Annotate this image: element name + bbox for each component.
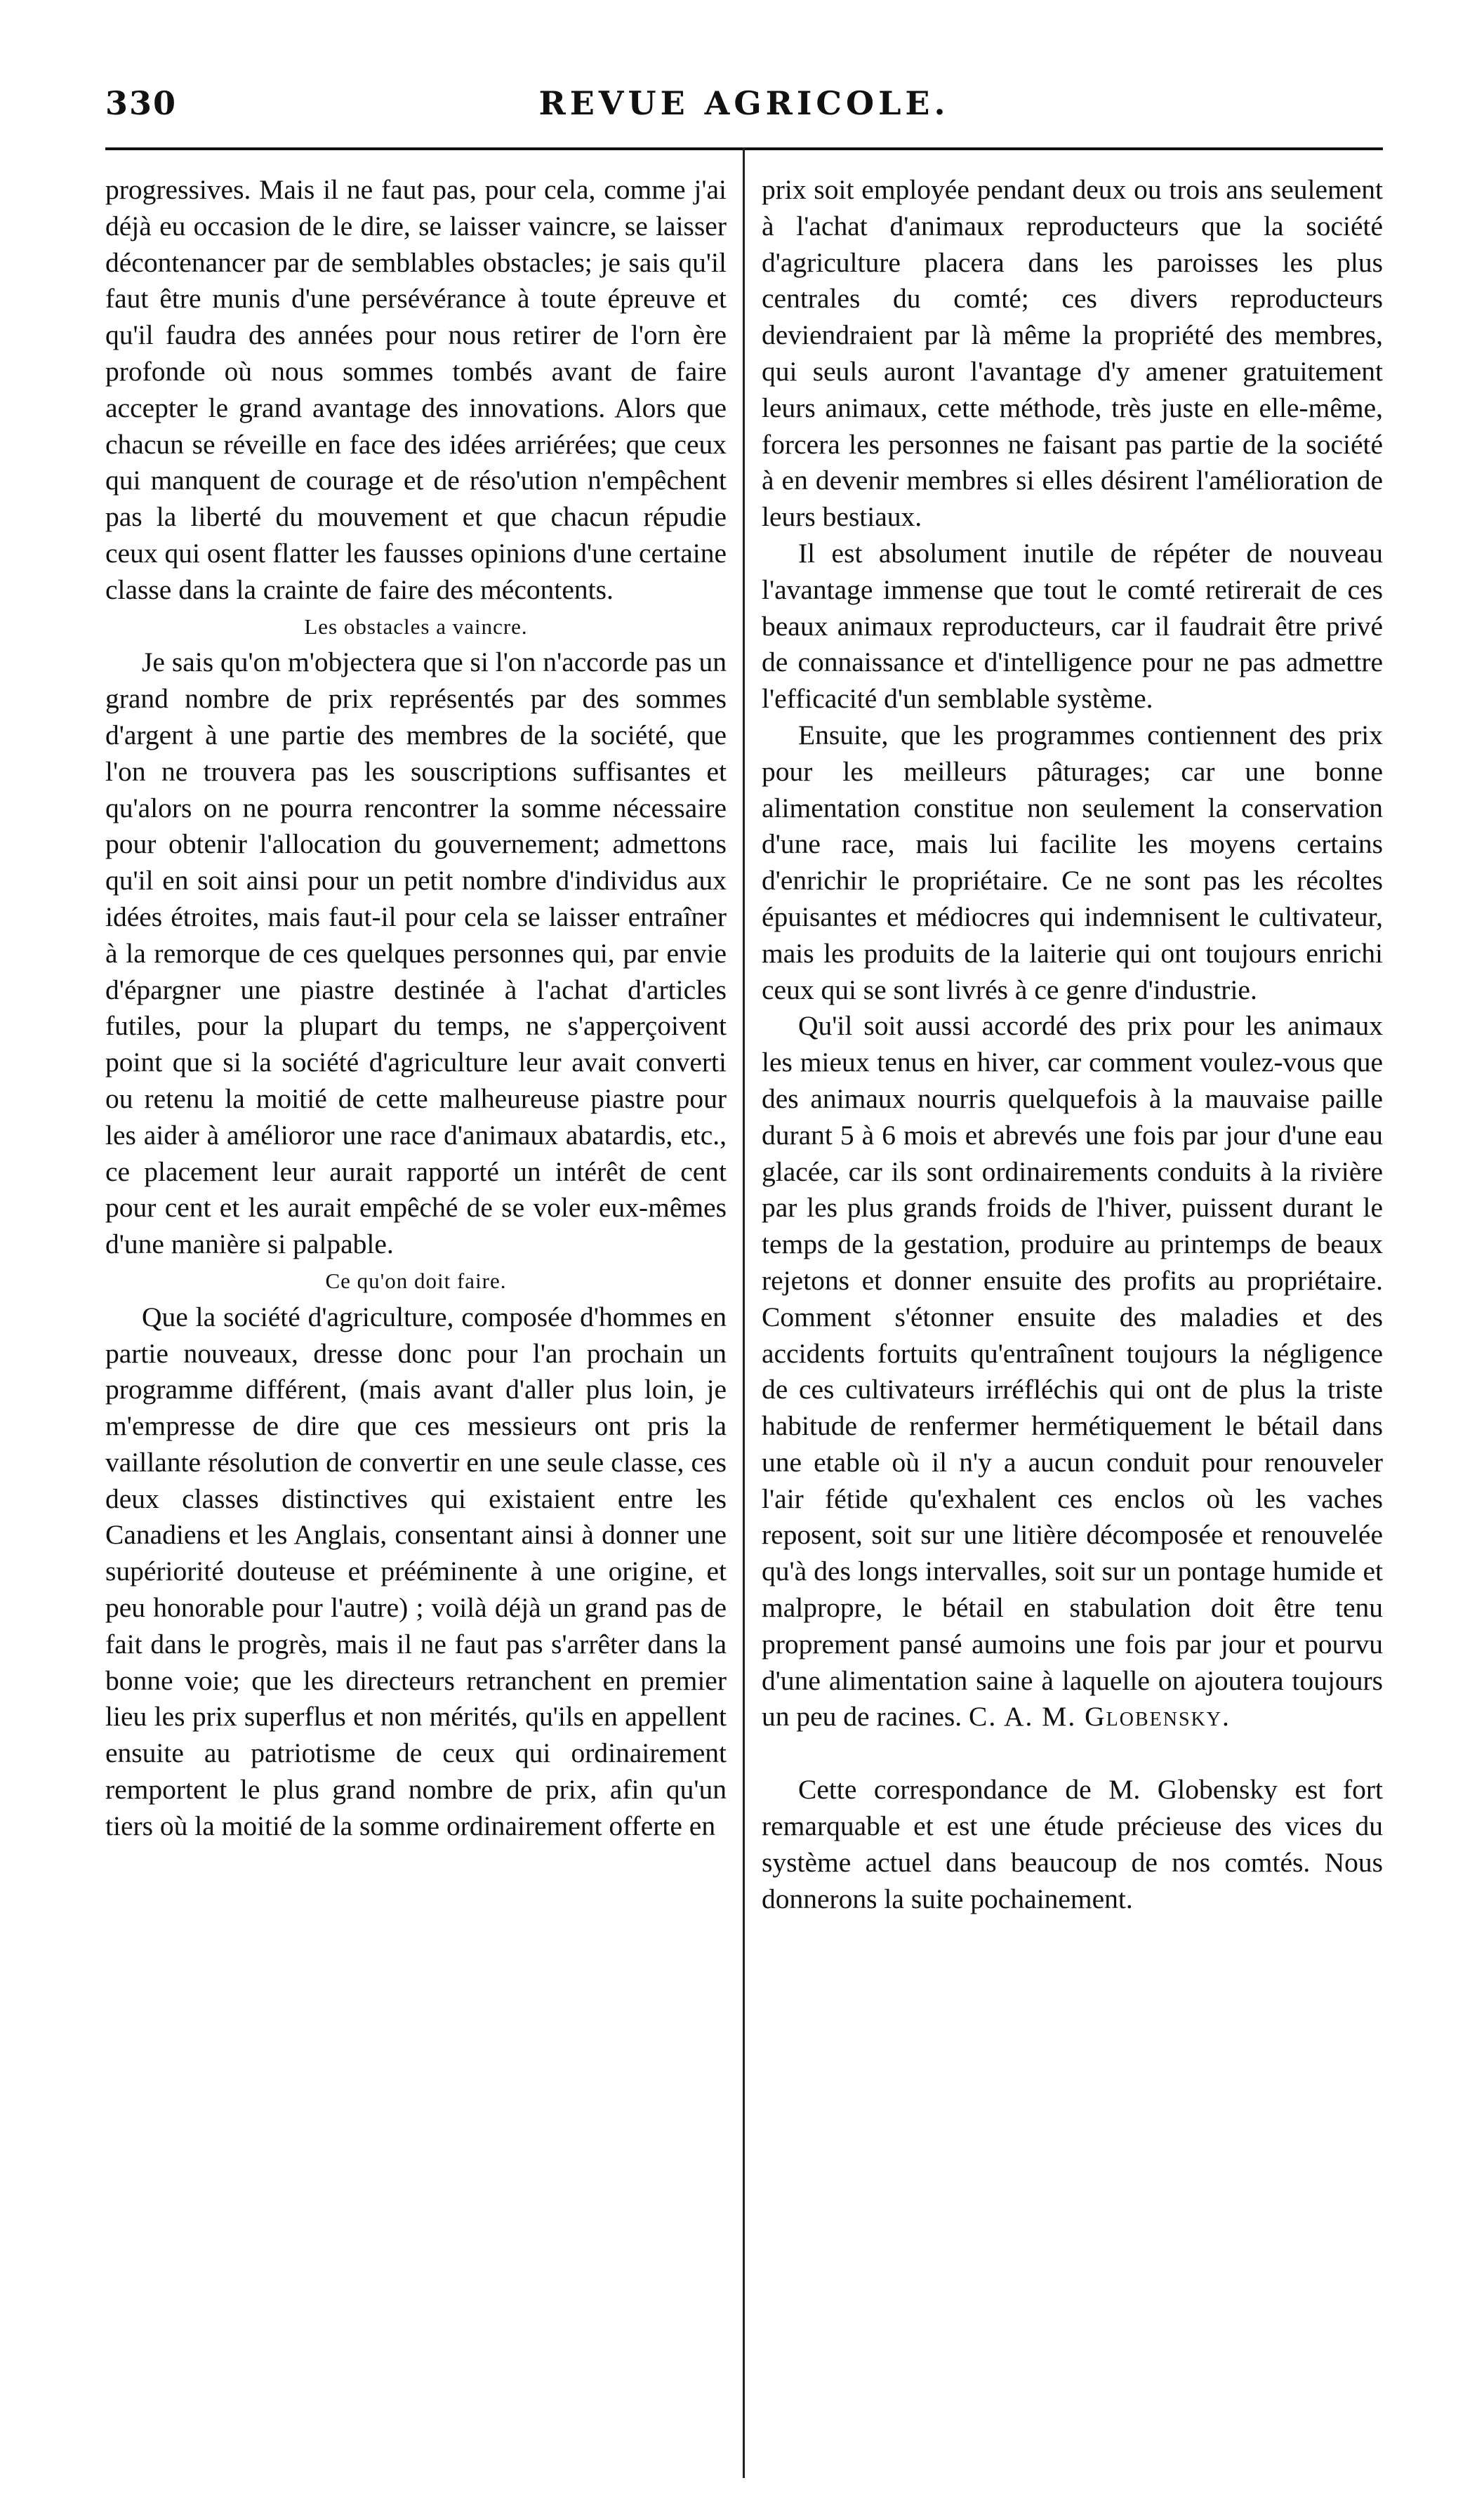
author-signature: C. A. M. Globensky.: [969, 1701, 1231, 1733]
paragraph: progressives. Mais il ne faut pas, pour cela, comme j'ai déjà eu occasion de le dire, se laisser vaincre, se laisser décontenancer par de semblables obstacles; je sais qu'il faut être munis d'une persévérance à toute épreuve et qu'il faudra des années pour nous retirer de l'orn ère profonde où nous sommes tombés avant de faire accepter le grand avantage des innovations. Alors que chacun se réveille en face des idées arriérées; que ceux qui manquent de courage et de réso'ution n'empêchent pas la liberté du mouvement et que chacun répudie ceux qui osent flatter les fausses opinions d'une certaine classe dans la crainte de faire des mécontents.: [105, 174, 727, 605]
left-column: [105, 172, 727, 2475]
paragraph: Que la société d'agriculture, composée d'hommes en partie nouveaux, dresse donc pour l'an prochain un programme différent, (mais avant d'aller plus loin, je m'empresse de dire que ces messieurs ont pris la vaillante résolution de convertir en une seule classe, ces deux classes distinctives qui existaient entre les Canadiens et les Anglais, consentant ainsi à donner une supériorité douteuse et prééminente à une origine, et peu honorable pour l'autre) ; voilà déjà un grand pas de fait dans le progrès, mais il ne faut pas s'arrêter dans la bonne voie; que les directeurs retranchent en premier lieu les prix superflus et non mérités, qu'ils en appellent ensuite au patriotisme de ceux qui ordinairement remportent le plus grand nombre de prix, afin qu'un tiers où la moitié de la somme ordinairement offerte en: [105, 1301, 727, 1841]
column-divider: [743, 147, 745, 2478]
page-header: [105, 84, 1383, 140]
paragraph: Ensuite, que les programmes contiennent des prix pour les meilleurs pâturages; car une bonne alimentation constitue non seulement la conservation d'une race, mais lui facilite les moyens certains d'enrichir le propriétaire. Ce ne sont pas les récoltes épuisantes et médiocres qui indemnisent le cultivateur, mais les produits de la laiterie qui ont toujours enrichi ceux qui se sont livrés à ce genre d'industrie.: [762, 719, 1383, 1005]
page-number: 330: [105, 84, 178, 122]
paragraph: Il est absolument inutile de répéter de nouveau l'avantage immense que tout le comté retirerait de ces beaux animaux reproducteurs, car il faudrait être privé de connaissance et d'intelligence pour ne pas admettre l'efficacité d'un semblable système.: [762, 537, 1383, 715]
paragraph-text: Qu'il soit aussi accordé des prix pour les animaux les mieux tenus en hiver, car comment voulez-vous que des animaux nourris quelquefois à la mauvaise paille durant 5 à 6 mois et abrevés une fois par jour d'une eau glacée, car ils sont ordinairements conduits à la rivière par les plus grands froids de l'hiver, puissent durant le temps de la gestation, produire au printemps de beaux rejetons et donner ensuite des profits au propriétaire. Comment s'étonner ensuite des maladies et des accidents fortuits qu'entraînent toujours la négligence de ces cultivateurs irréfléchis qui ont de plus la triste habitude de renfermer hermétiquement le bétail dans une etable où il n'y a aucun conduit pour renouveler l'air fétide qu'exhalent ces enclos où les vaches reposent, soit sur une litière décomposée et renouvelée qu'à des longs intervalles, soit sur un pontage humide et malpropre, le bétail en stabulation doit être tenu proprement pansé aumoins une fois par jour et pourvu d'une alimentation saine à laquelle on ajoutera toujours un peu de racines.: [762, 1010, 1383, 1733]
editor-note: Cette correspondance de M. Globensky est fort remarquable et est une étude précieuse des vices du système actuel dans beaucoup de nos comtés. Nous donnerons la suite pochainement.: [762, 1774, 1383, 1914]
spacer: [762, 1735, 1383, 1772]
paragraph: Je sais qu'on m'objectera que si l'on n'accorde pas un grand nombre de prix représentés par des sommes d'argent à une partie des membres de la société, que l'on ne trouvera pas les souscriptions suffisantes et qu'alors on ne pourra rencontrer la somme nécessaire pour obtenir l'allocation du gouvernement; admettons qu'il en soit ainsi pour un petit nombre d'individus aux idées étroites, mais faut-il pour cela se laisser entraîner à la remorque de ces quelques personnes qui, par envie d'épargner une piastre destinée à l'achat d'articles futiles, pour la plupart du temps, ne s'apperçoivent point que si la société d'agriculture leur avait converti ou retenu la moitié de cette malheureuse piastre pour les aider à amélioror une race d'animaux abatardis, etc., ce placement leur aurait rapporté un intérêt de cent pour cent et les aurait empêché de se voler eux-mêmes d'une manière si palpable.: [105, 647, 727, 1260]
running-title: REVUE AGRICOLE.: [538, 84, 950, 122]
paragraph: [762, 1008, 1383, 1735]
section-heading: Ce qu'on doit faire.: [325, 1268, 507, 1293]
right-column: [762, 172, 1383, 2475]
section-heading: Les obstacles a vaincre.: [304, 614, 528, 639]
paragraph: prix soit employée pendant deux ou trois ans seulement à l'achat d'animaux reproducteurs que la société d'agriculture placera dans les paroisses les plus centrales du comté; ces divers reproducteurs deviendraient par là même la propriété des membres, qui seuls auront l'avantage d'y amener gratuitement leurs animaux, cette méthode, très juste en elle-même, forcera les personnes ne faisant pas partie de la société à en devenir membres si elles désirent l'amélioration de leurs bestiaux.: [762, 174, 1383, 533]
